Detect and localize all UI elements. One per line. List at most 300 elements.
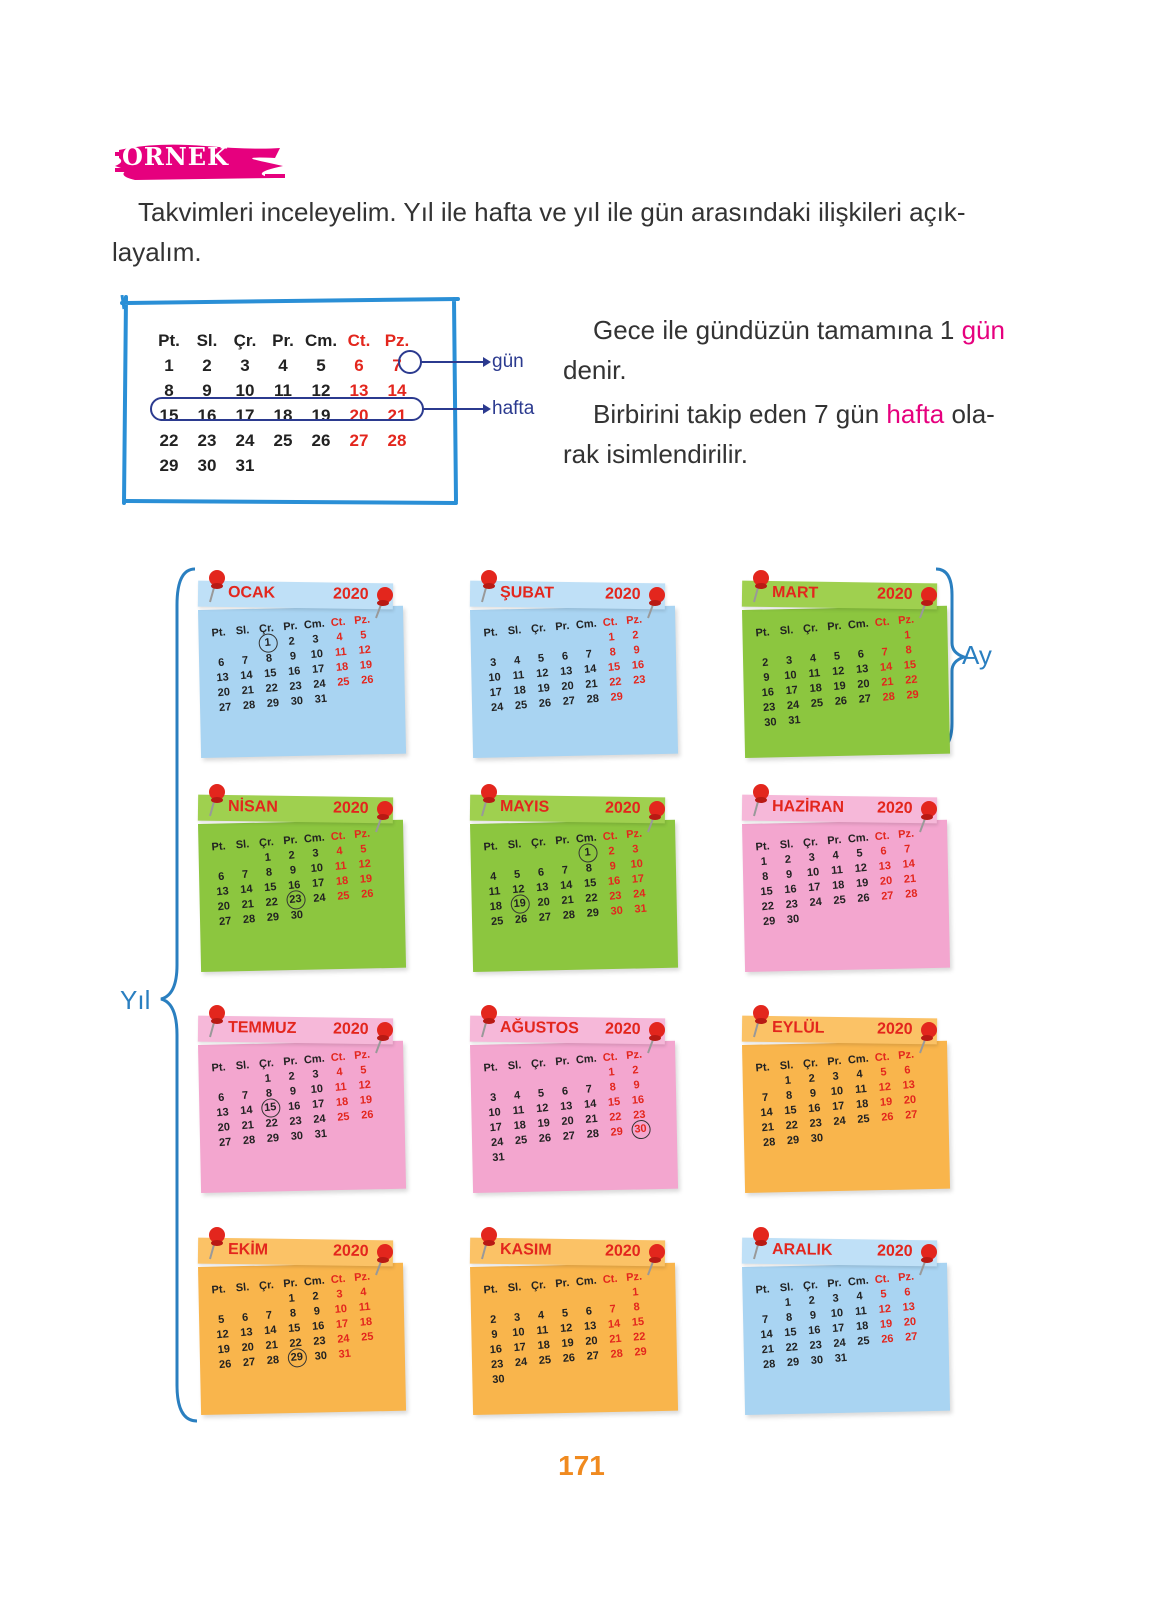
calendar-day: 16 xyxy=(807,1323,821,1337)
calendar-day: 2 xyxy=(607,844,616,858)
calendar-day: 12 xyxy=(358,643,372,657)
calendar-day xyxy=(558,1150,582,1152)
calendar-day xyxy=(510,1154,534,1156)
calendar-day: 21 xyxy=(584,677,599,691)
calendar-day: 12 xyxy=(358,1078,372,1092)
month-label: Ay xyxy=(962,640,992,670)
month-calendar xyxy=(198,582,408,757)
calendar-day: 11 xyxy=(334,645,348,659)
calendar-day: 5 xyxy=(833,649,841,663)
calendar-day xyxy=(528,856,552,858)
day-header: Cm. xyxy=(575,1274,598,1288)
calendar-day: 25 xyxy=(538,1353,552,1367)
calendar-day: 24 xyxy=(490,700,504,714)
calendar-day: 10 xyxy=(334,1302,348,1316)
calendar-day: 22 xyxy=(159,430,179,450)
calendar-day: 29 xyxy=(786,1355,800,1369)
calendar-day: 21 xyxy=(241,897,255,911)
day-header: Pr. xyxy=(554,1054,570,1068)
calendar-day: 18 xyxy=(855,1097,869,1111)
circled-day: 1 xyxy=(255,633,281,654)
calendar-day: 5 xyxy=(359,628,367,642)
calendar-day: 27 xyxy=(218,1135,232,1149)
calendar-day: 11 xyxy=(536,1323,549,1337)
calendar-day: 5 xyxy=(513,867,521,881)
calendar-day: 1 xyxy=(607,1065,616,1079)
day-header: Pr. xyxy=(272,330,294,350)
calendar-day: 29 xyxy=(905,688,920,702)
day-header: Ct. xyxy=(602,1050,618,1064)
calendar-day: 25 xyxy=(832,893,847,907)
calendar-day: 26 xyxy=(360,673,374,687)
calendar-day: 9 xyxy=(289,649,297,663)
calendar-day xyxy=(552,1297,576,1299)
calendar-day: 22 xyxy=(632,1330,646,1344)
day-header: Cm. xyxy=(304,330,338,350)
calendar-day: 16 xyxy=(197,405,217,425)
calendar-day: 26 xyxy=(218,1357,232,1371)
calendar-day: 19 xyxy=(560,1336,575,1350)
calendar-day xyxy=(357,908,381,910)
calendar-day: 13 xyxy=(902,1078,916,1092)
calendar-day: 5 xyxy=(359,842,367,856)
calendar-day: 1 xyxy=(903,628,911,642)
calendar-day: 25 xyxy=(273,430,293,450)
calendar-day xyxy=(854,713,878,715)
calendar-day: 10 xyxy=(235,380,255,400)
calendar-day: 21 xyxy=(903,872,917,886)
calendar-day: 10 xyxy=(310,647,324,661)
calendar-day xyxy=(208,860,232,862)
month-grid xyxy=(206,1268,381,1372)
month-calendar xyxy=(470,1239,680,1414)
calendar-day: 14 xyxy=(583,1097,597,1111)
calendar-day: 6 xyxy=(537,865,545,879)
calendar-day: 5 xyxy=(879,1287,888,1301)
push-pin-icon xyxy=(914,1019,944,1055)
calendar-day: 7 xyxy=(561,863,569,877)
calendar-day: 2 xyxy=(489,1313,497,1326)
calendar-day: 9 xyxy=(633,1078,641,1092)
definition-week: Birbirini takip eden 7 gün hafta ola- rak isimlendirilir. xyxy=(563,399,995,469)
calendar-day: 3 xyxy=(513,1310,521,1324)
calendar-day: 25 xyxy=(360,1330,374,1344)
calendar-day: 8 xyxy=(761,870,769,883)
day-header: Pz. xyxy=(625,613,643,627)
calendar-day: 15 xyxy=(607,660,621,674)
calendar-day: 2 xyxy=(311,1289,320,1303)
calendar-day: 28 xyxy=(610,1347,624,1361)
calendar-day: 20 xyxy=(560,679,575,693)
day-header: Çr. xyxy=(258,1278,275,1292)
calendar-day: 17 xyxy=(785,683,799,697)
calendar-day: 19 xyxy=(217,1342,231,1356)
calendar-day: 21 xyxy=(560,893,575,907)
calendar-day: 21 xyxy=(761,1342,775,1356)
calendar-day: 8 xyxy=(265,865,273,879)
push-pin-icon xyxy=(642,584,672,620)
calendar-day: 14 xyxy=(239,882,254,896)
calendar-day xyxy=(576,638,600,640)
month-year: 2020 xyxy=(332,1242,369,1261)
day-label: gün xyxy=(492,351,524,372)
calendar-day: 12 xyxy=(878,1302,892,1316)
calendar-day: 31 xyxy=(834,1351,848,1365)
calendar-day: 5 xyxy=(316,355,326,375)
calendar-day: 29 xyxy=(159,455,179,475)
day-header: Sl. xyxy=(235,1280,250,1294)
calendar-day: 14 xyxy=(759,1327,774,1341)
calendar-day: 22 xyxy=(265,1116,279,1130)
calendar-day: 12 xyxy=(535,1101,549,1115)
day-header: Ct. xyxy=(874,615,890,629)
calendar-day: 31 xyxy=(314,1127,328,1141)
month-calendar xyxy=(470,796,680,971)
push-pin-icon xyxy=(474,1225,504,1261)
example-badge: ÖRNEK xyxy=(122,142,229,171)
calendar-day: 11 xyxy=(334,859,348,873)
calendar-day: 1 xyxy=(288,1291,296,1305)
calendar-day xyxy=(333,910,357,912)
calendar-day xyxy=(752,1081,776,1083)
month-name: EKİM xyxy=(227,1241,269,1259)
calendar-day xyxy=(510,1376,534,1378)
calendar-day: 11 xyxy=(830,863,844,877)
day-header: Çr. xyxy=(258,621,275,635)
calendar-day: 25 xyxy=(336,1110,351,1124)
calendar-day: 27 xyxy=(880,889,895,903)
calendar-day: 18 xyxy=(537,1338,551,1352)
calendar-day: 10 xyxy=(630,857,644,871)
calendar-day: 24 xyxy=(490,1135,504,1149)
calendar-day: 3 xyxy=(311,632,320,646)
calendar-day xyxy=(504,1079,528,1081)
calendar-day: 6 xyxy=(879,844,888,858)
calendar-day: 27 xyxy=(349,430,369,450)
calendar-day: 23 xyxy=(809,1116,823,1130)
calendar-day xyxy=(333,1131,357,1133)
calendar-day: 28 xyxy=(882,690,896,704)
calendar-day: 28 xyxy=(586,1127,600,1141)
calendar-day: 14 xyxy=(387,380,407,400)
calendar-day: 1 xyxy=(607,630,616,644)
calendar-day: 30 xyxy=(290,694,304,708)
definition-day: Gece ile gündüzün tamamına 1 gün denir. xyxy=(563,315,1005,385)
calendar-day xyxy=(232,644,256,646)
calendar-day: 22 xyxy=(785,1340,799,1354)
calendar-day xyxy=(208,1303,232,1305)
calendar-day: 8 xyxy=(905,643,913,657)
calendar-day: 31 xyxy=(235,455,255,475)
calendar-day: 15 xyxy=(263,666,277,680)
calendar-day: 27 xyxy=(562,1129,576,1143)
calendar-day: 18 xyxy=(273,405,293,425)
push-pin-icon xyxy=(474,568,504,604)
day-header: Çr. xyxy=(258,1056,275,1070)
calendar-day: 22 xyxy=(904,673,918,687)
calendar-day: 27 xyxy=(904,1108,918,1122)
push-pin-icon xyxy=(370,1241,400,1277)
calendar-day: 19 xyxy=(359,658,373,672)
day-header: Pt. xyxy=(211,625,227,640)
calendar-day: 8 xyxy=(265,1086,273,1100)
calendar-day: 2 xyxy=(202,355,212,375)
day-header: Cm. xyxy=(303,831,326,845)
calendar-day: 26 xyxy=(856,891,871,905)
month-name: MAYIS xyxy=(499,798,550,816)
calendar-day xyxy=(630,1143,654,1145)
push-pin-icon xyxy=(746,1003,776,1039)
calendar-day xyxy=(877,1131,901,1133)
calendar-day: 4 xyxy=(832,848,840,862)
calendar-day xyxy=(606,1368,630,1370)
day-header: Ct. xyxy=(330,1050,346,1064)
day-header: Sl. xyxy=(507,623,522,637)
day-header: Pt. xyxy=(158,330,180,350)
calendar-day: 9 xyxy=(490,1328,499,1341)
calendar-day: 18 xyxy=(513,1118,527,1132)
calendar-day: 31 xyxy=(314,692,328,706)
day-header: Pr. xyxy=(554,833,570,847)
calendar-day: 4 xyxy=(855,1067,864,1081)
calendar-day: 28 xyxy=(242,912,256,926)
day-header: Pz. xyxy=(625,827,643,841)
day-header: Ct. xyxy=(602,829,618,843)
calendar-day xyxy=(800,642,824,644)
calendar-day: 10 xyxy=(783,668,798,682)
calendar-day: 11 xyxy=(808,666,821,680)
month-name: ARALIK xyxy=(771,1241,833,1259)
calendar-day: 2 xyxy=(631,628,639,642)
calendar-day: 23 xyxy=(785,897,799,911)
calendar-day: 12 xyxy=(854,861,868,875)
calendar-day: 4 xyxy=(335,630,344,644)
day-header: Sl. xyxy=(779,1058,794,1072)
calendar-day xyxy=(877,1353,901,1355)
calendar-day: 20 xyxy=(537,895,551,909)
month-grid xyxy=(750,825,925,929)
calendar-day: 26 xyxy=(360,1108,374,1122)
calendar-day: 20 xyxy=(217,899,231,913)
calendar-day: 12 xyxy=(535,666,549,680)
month-name: OCAK xyxy=(227,584,276,602)
calendar-day: 25 xyxy=(336,889,351,903)
calendar-day: 26 xyxy=(562,1351,576,1365)
calendar-day: 26 xyxy=(834,694,848,708)
month-calendar xyxy=(742,1017,952,1192)
day-header: Pz. xyxy=(897,827,915,841)
push-pin-icon xyxy=(370,798,400,834)
day-header: Pz. xyxy=(897,1270,915,1284)
day-header: Pz. xyxy=(625,1270,643,1284)
day-header: Ct. xyxy=(330,1272,346,1286)
calendar-day xyxy=(752,1303,776,1305)
calendar-day: 21 xyxy=(880,675,895,689)
day-header: Sl. xyxy=(235,623,250,637)
calendar-day xyxy=(872,636,896,638)
calendar-day: 8 xyxy=(633,1300,641,1314)
calendar-day xyxy=(776,644,800,646)
calendar-day: 1 xyxy=(784,1074,792,1087)
calendar-day: 4 xyxy=(855,1289,864,1303)
calendar-day: 27 xyxy=(218,914,232,928)
year-label: Yıl xyxy=(120,985,151,1015)
day-header: Cm. xyxy=(303,617,326,631)
calendar-day: 2 xyxy=(288,634,296,648)
month-grid xyxy=(478,1268,655,1387)
calendar-day xyxy=(528,1077,552,1079)
calendar-day: 4 xyxy=(335,844,344,858)
calendar-day: 11 xyxy=(512,1103,525,1117)
calendar-day: 10 xyxy=(310,1082,324,1096)
calendar-day: 17 xyxy=(489,685,503,699)
calendar-day: 21 xyxy=(241,683,255,697)
calendar-day: 9 xyxy=(809,1308,817,1322)
calendar-day: 26 xyxy=(538,696,552,710)
calendar-day: 26 xyxy=(514,912,528,926)
calendar-day: 7 xyxy=(881,645,889,659)
calendar-day: 20 xyxy=(217,1120,231,1134)
calendar-day: 14 xyxy=(607,1317,621,1331)
calendar-day: 8 xyxy=(585,861,593,875)
calendar-day: 13 xyxy=(239,1325,254,1339)
calendar-day: 23 xyxy=(632,1108,646,1122)
calendar-day: 23 xyxy=(632,673,646,687)
day-header: Cm. xyxy=(847,617,870,631)
day-header: Cm. xyxy=(575,617,598,631)
calendar-day xyxy=(830,715,854,717)
calendar-day: 7 xyxy=(761,1313,769,1326)
calendar-day: 28 xyxy=(762,1135,776,1149)
push-pin-icon xyxy=(746,1225,776,1261)
calendar-day xyxy=(480,646,504,648)
calendar-day: 23 xyxy=(197,430,217,450)
calendar-day: 20 xyxy=(560,1114,575,1128)
month-year: 2020 xyxy=(332,585,369,604)
calendar-day: 4 xyxy=(335,1065,344,1079)
calendar-day: 18 xyxy=(513,683,527,697)
month-name: TEMMUZ xyxy=(227,1019,297,1038)
calendar-day: 2 xyxy=(288,1069,296,1083)
calendar-day: 29 xyxy=(786,1133,800,1147)
calendar-day: 26 xyxy=(360,887,374,901)
circled-day: 30 xyxy=(628,1119,654,1140)
day-header: Pr. xyxy=(282,619,298,633)
calendar-day: 8 xyxy=(289,1306,297,1320)
circled-day: 15 xyxy=(258,1098,284,1119)
calendar-day: 29 xyxy=(633,1345,648,1359)
month-calendar xyxy=(742,582,952,757)
month-name: HAZİRAN xyxy=(771,798,845,817)
calendar-day xyxy=(552,854,576,856)
calendar-day xyxy=(901,908,925,910)
calendar-day xyxy=(480,1081,504,1083)
calendar-day: 18 xyxy=(335,660,349,674)
calendar-day: 17 xyxy=(807,880,821,894)
month-grid xyxy=(206,1046,381,1150)
calendar-day xyxy=(630,1365,654,1367)
calendar-day xyxy=(357,1351,381,1353)
calendar-day: 10 xyxy=(487,1105,502,1119)
calendar-day: 20 xyxy=(241,1340,255,1354)
calendar-day: 2 xyxy=(808,1071,816,1085)
calendar-day: 13 xyxy=(878,859,892,873)
calendar-day: 19 xyxy=(879,1317,893,1331)
calendar-day: 16 xyxy=(287,878,301,892)
calendar-day: 3 xyxy=(832,1069,840,1083)
calendar-day xyxy=(232,858,256,860)
circled-day: 1 xyxy=(575,842,601,863)
calendar-day: 30 xyxy=(810,1353,824,1367)
push-pin-icon xyxy=(914,584,944,620)
calendar-day xyxy=(208,1081,232,1083)
calendar-day: 11 xyxy=(274,380,292,400)
month-grid xyxy=(750,611,927,730)
calendar-day: 13 xyxy=(349,380,369,400)
calendar-day: 23 xyxy=(288,1114,303,1128)
day-header: Pr. xyxy=(826,833,842,847)
calendar-day xyxy=(901,1129,925,1131)
calendar-day: 14 xyxy=(759,1105,774,1119)
calendar-day: 26 xyxy=(880,1332,895,1346)
day-header: Cm. xyxy=(847,1052,870,1066)
calendar-day: 4 xyxy=(489,870,497,883)
calendar-day: 17 xyxy=(489,1120,503,1134)
calendar-day xyxy=(853,1355,877,1357)
push-pin-icon xyxy=(202,568,232,604)
calendar-day: 9 xyxy=(609,859,617,873)
calendar-day: 24 xyxy=(312,891,327,905)
day-header: Ct. xyxy=(330,615,346,629)
calendar-day: 21 xyxy=(265,1338,279,1352)
calendar-day: 5 xyxy=(561,1306,569,1320)
calendar-day: 24 xyxy=(832,1114,847,1128)
calendar-day: 1 xyxy=(264,1071,272,1085)
day-header: Sl. xyxy=(235,837,250,851)
calendar-day: 23 xyxy=(312,1334,327,1348)
calendar-day: 8 xyxy=(164,380,174,400)
day-header: Pt. xyxy=(483,625,499,640)
calendar-day: 16 xyxy=(631,658,645,672)
calendar-day: 20 xyxy=(349,405,369,425)
calendar-day xyxy=(528,1299,552,1301)
calendar-day: 2 xyxy=(288,848,296,862)
calendar-day: 11 xyxy=(512,668,525,682)
calendar-day: 22 xyxy=(288,1336,303,1350)
calendar-day: 29 xyxy=(266,910,280,924)
calendar-day: 10 xyxy=(310,861,324,875)
calendar-day: 15 xyxy=(903,658,917,672)
calendar-day: 3 xyxy=(311,846,320,860)
day-header: Sl. xyxy=(779,837,794,851)
calendar-day: 22 xyxy=(265,681,279,695)
calendar-day: 18 xyxy=(855,1319,869,1333)
day-header: Pr. xyxy=(282,833,298,847)
calendar-day xyxy=(232,1301,256,1303)
calendar-day: 30 xyxy=(290,908,304,922)
calendar-day: 7 xyxy=(585,1082,593,1096)
day-header: Sl. xyxy=(779,623,794,637)
day-header: Pr. xyxy=(282,1276,298,1290)
month-calendar xyxy=(198,796,408,971)
calendar-day: 9 xyxy=(289,863,297,877)
calendar-day: 12 xyxy=(878,1080,892,1094)
day-header: Ct. xyxy=(602,1272,618,1286)
calendar-day: 28 xyxy=(904,887,918,901)
calendar-day: 29 xyxy=(762,914,776,928)
circled-day: 29 xyxy=(284,1347,310,1368)
calendar-day: 20 xyxy=(856,677,871,691)
